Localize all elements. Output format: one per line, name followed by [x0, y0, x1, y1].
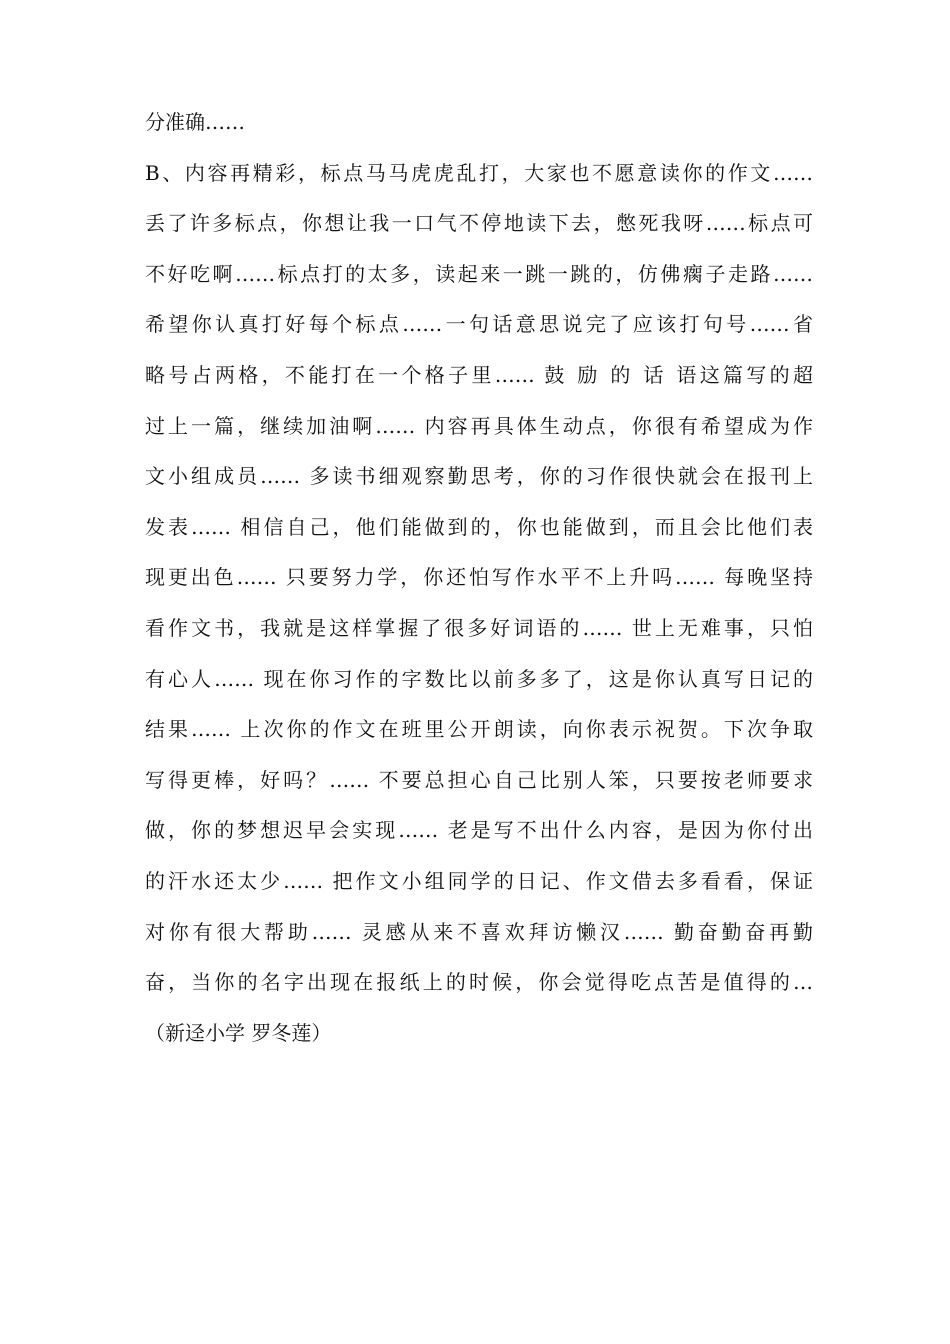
- text-line: 现更出色…… 只要努力学，你还怕写作水平不上升吗…… 每晚坚持: [145, 565, 813, 590]
- text-line: 结果…… 上次你的作文在班里公开朗读，向你表示祝贺。下次争取: [145, 717, 813, 742]
- text-line: 发表…… 相信自己，他们能做到的，你也能做到，而且会比他们表: [145, 514, 813, 539]
- text-line: 不好吃啊……标点打的太多，读起来一跳一跳的，仿佛瘸子走路……: [145, 261, 813, 286]
- text-line: 看作文书，我就是这样掌握了很多好词语的…… 世上无难事，只怕: [145, 615, 813, 640]
- text-line: 写得更棒，好吗？…… 不要总担心自己比别人笨，只要按老师要求: [145, 767, 813, 792]
- text-line: 做，你的梦想迟早会实现…… 老是写不出什么内容，是因为你付出: [145, 818, 813, 843]
- text-line: 希望你认真打好每个标点……一句话意思说完了应该打句号……省: [145, 312, 813, 337]
- text-line: 对你有很大帮助…… 灵感从来不喜欢拜访懒汉…… 勤奋勤奋再勤: [145, 919, 813, 944]
- text-line: 有心人…… 现在你习作的字数比以前多多了，这是你认真写日记的: [145, 666, 813, 691]
- text-line: 文小组成员…… 多读书细观察勤思考，你的习作很快就会在报刊上: [145, 464, 813, 489]
- text-line: 分准确……: [145, 110, 245, 134]
- text-line: 奋，当你的名字出现在报纸上的时候，你会觉得吃点苦是值得的…: [145, 970, 813, 995]
- text-line: B、内容再精彩，标点马马虎虎乱打，大家也不愿意读你的作文……: [145, 160, 813, 185]
- body-text: [145, 97, 813, 1058]
- author-credit: （新迳小学 罗冬莲）: [145, 1020, 332, 1045]
- text-line: 的汗水还太少…… 把作文小组同学的日记、作文借去多看看，保证: [145, 868, 813, 893]
- text-line: 过上一篇，继续加油啊…… 内容再具体生动点，你很有希望成为作: [145, 413, 813, 438]
- text-line: 丢了许多标点，你想让我一口气不停地读下去，憋死我呀……标点可: [145, 211, 813, 236]
- text-line: 略号占两格，不能打在一个格子里…… 鼓 励 的 话 语这篇写的超: [145, 362, 813, 387]
